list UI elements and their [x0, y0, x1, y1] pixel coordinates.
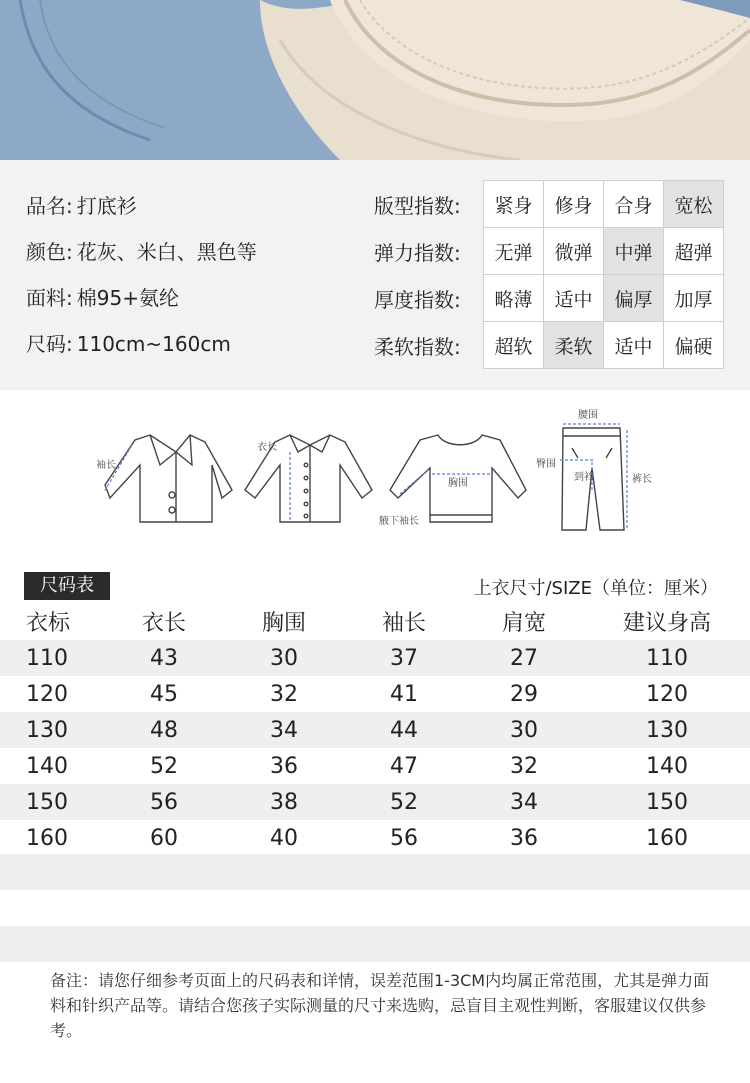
table-cell: 120: [26, 681, 68, 707]
table-row: [0, 784, 750, 820]
thickness-index-row: [374, 275, 724, 322]
fit-option: 合身: [603, 180, 664, 228]
product-size-row: [26, 331, 257, 377]
product-fabric-label: 面料:: [26, 286, 73, 310]
softness-option: 适中: [603, 321, 664, 369]
product-name-label: 品名:: [26, 194, 73, 218]
body-length-label: 衣长: [257, 442, 277, 453]
table-row: [0, 748, 750, 784]
table-row: [0, 676, 750, 712]
empty-row: [0, 926, 750, 962]
table-cell: 34: [270, 717, 298, 743]
table-cell: 32: [510, 753, 538, 779]
size-table-unit: 上衣尺寸/SIZE（单位：厘米）: [473, 578, 718, 599]
table-cell: 45: [150, 681, 178, 707]
table-row: [0, 640, 750, 676]
column-header: 建议身高: [622, 610, 711, 636]
thickness-option: 适中: [543, 274, 604, 322]
table-cell: 30: [270, 645, 298, 671]
column-header: 肩宽: [501, 610, 546, 636]
jacket-icon: [105, 435, 232, 522]
table-cell: 140: [646, 753, 688, 779]
table-cell: 120: [646, 681, 688, 707]
fit-option: 修身: [543, 180, 604, 228]
elasticity-option: 微弹: [543, 227, 604, 275]
table-cell: 110: [646, 645, 688, 671]
product-size-label: 尺码:: [26, 332, 73, 356]
size-table-tag: 尺码表: [24, 572, 110, 600]
softness-index-row: [374, 322, 724, 369]
measurement-guide: [0, 390, 750, 560]
table-row: [0, 820, 750, 856]
product-fabric-row: [26, 285, 257, 331]
softness-index-label: 柔软指数:: [374, 335, 461, 359]
fit-index-label: 版型指数:: [374, 194, 461, 218]
product-fabric-value: 棉95+氨纶: [76, 286, 179, 310]
table-cell: 38: [270, 789, 298, 815]
table-cell: 130: [646, 717, 688, 743]
table-cell: 40: [270, 825, 298, 851]
crotch-label: 到裆: [574, 472, 594, 483]
index-grid: [374, 181, 724, 369]
pants-length-label: 裤长: [632, 474, 652, 485]
softness-option: 柔软: [543, 321, 604, 369]
table-cell: 36: [270, 753, 298, 779]
product-color-label: 颜色:: [26, 240, 73, 264]
table-cell: 47: [390, 753, 418, 779]
fit-option: 宽松: [663, 180, 724, 228]
thickness-option: 偏厚: [603, 274, 664, 322]
column-header: 袖长: [381, 610, 426, 636]
product-photo: [0, 0, 750, 160]
elasticity-index-label: 弹力指数:: [374, 241, 461, 265]
empty-row: [0, 854, 750, 890]
product-color-value: 花灰、米白、黑色等: [76, 240, 257, 264]
table-cell: 34: [510, 789, 538, 815]
table-cell: 56: [390, 825, 418, 851]
column-header: 衣长: [141, 610, 186, 636]
product-name-row: [26, 193, 257, 239]
elasticity-index-row: [374, 228, 724, 275]
product-color-row: [26, 239, 257, 285]
underarm-sleeve-label: 腋下袖长: [379, 516, 419, 527]
table-cell: 27: [510, 645, 538, 671]
thickness-option: 加厚: [663, 274, 724, 322]
elasticity-option: 超弹: [663, 227, 724, 275]
waist-label: 腰围: [578, 410, 598, 421]
table-cell: 150: [26, 789, 68, 815]
size-table-header: [24, 572, 726, 602]
table-cell: 140: [26, 753, 68, 779]
hip-label: 臀围: [536, 459, 556, 470]
elasticity-option: 无弹: [483, 227, 544, 275]
spec-section: [0, 160, 750, 390]
table-cell: 52: [390, 789, 418, 815]
table-cell: 130: [26, 717, 68, 743]
table-cell: 32: [270, 681, 298, 707]
column-header: 胸围: [261, 610, 306, 636]
table-header-row: [0, 602, 750, 640]
thickness-index-label: 厚度指数:: [374, 288, 461, 312]
size-table: [0, 602, 750, 856]
product-info: [26, 193, 257, 377]
table-cell: 160: [26, 825, 68, 851]
table-cell: 44: [390, 717, 418, 743]
table-cell: 52: [150, 753, 178, 779]
table-cell: 30: [510, 717, 538, 743]
fit-option: 紧身: [483, 180, 544, 228]
table-cell: 37: [390, 645, 418, 671]
table-cell: 160: [646, 825, 688, 851]
softness-option: 超软: [483, 321, 544, 369]
chest-label: 胸围: [448, 478, 468, 489]
table-cell: 41: [390, 681, 418, 707]
column-header: 衣标: [26, 610, 71, 636]
elasticity-option: 中弹: [603, 227, 664, 275]
fit-index-row: [374, 181, 724, 228]
table-cell: 150: [646, 789, 688, 815]
table-cell: 43: [150, 645, 178, 671]
softness-option: 偏硬: [663, 321, 724, 369]
table-cell: 56: [150, 789, 178, 815]
table-cell: 110: [26, 645, 68, 671]
size-note: 备注：请您仔细参考页面上的尺码表和详情，误差范围1-3CM内均属正常范围，尤其是弹力面料和针织产品等。请结合您孩子实际测量的尺寸来选购，忌盲目主观性判断，客服建议仅供参考。: [50, 971, 710, 1040]
table-cell: 48: [150, 717, 178, 743]
table-cell: 29: [510, 681, 538, 707]
thickness-option: 略薄: [483, 274, 544, 322]
sleeve-length-label: 袖长: [96, 460, 116, 471]
table-row: [0, 712, 750, 748]
product-size-value: 110cm~160cm: [76, 332, 231, 356]
product-name-value: 打底衫: [76, 194, 137, 218]
table-cell: 60: [150, 825, 178, 851]
table-cell: 36: [510, 825, 538, 851]
